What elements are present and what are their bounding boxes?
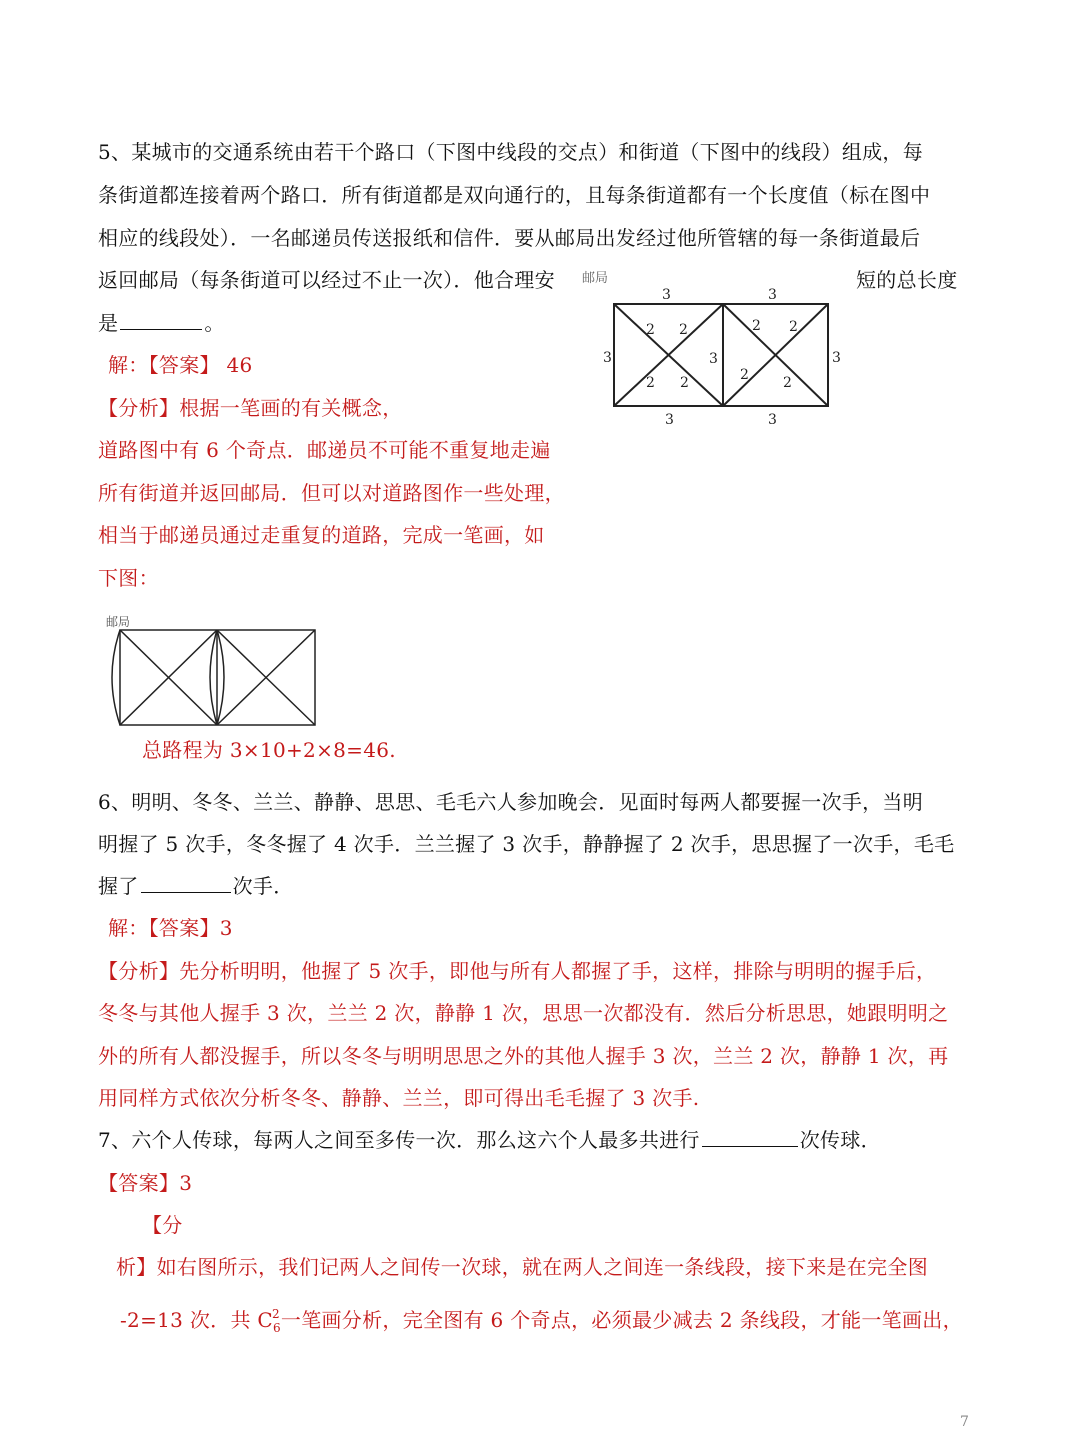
q5-total-distance: 总路程为 3×10+2×8=46. bbox=[142, 738, 396, 762]
repeated-roads-figure bbox=[100, 612, 325, 742]
q7-answer: 【答案】3 bbox=[98, 1171, 193, 1195]
q5-line-2: 条街道都连接着两个路口．所有街道都是双向通行的，且每条街道都有一个长度值（标在图中 bbox=[98, 183, 931, 207]
q7-analysis-0: 【分 bbox=[142, 1213, 183, 1237]
q5-analysis-2: 道路图中有 6 个奇点．邮递员不可能不重复地走遍 bbox=[98, 438, 551, 462]
combination-superscript: 2 bbox=[272, 1307, 280, 1321]
q6-line-3 bbox=[98, 872, 294, 900]
weight-bottom-right: 3 bbox=[768, 412, 777, 428]
q5-line-5-prefix: 是 bbox=[98, 311, 119, 335]
weight-bottom-left: 3 bbox=[665, 412, 674, 428]
q7-answer-blank bbox=[702, 1126, 798, 1147]
q5-line-4b: 短的总长度 bbox=[856, 268, 958, 292]
weight-middle: 3 bbox=[709, 351, 718, 367]
q6-answer-blank bbox=[141, 872, 231, 893]
weight-diag-r-bl: 2 bbox=[740, 367, 749, 383]
post-office-label: 邮局 bbox=[582, 271, 609, 286]
repeated-middle-edge-2 bbox=[217, 630, 224, 725]
q5-line-1: 5、某城市的交通系统由若干个路口（下图中线段的交点）和街道（下图中的线段）组成，每 bbox=[98, 140, 924, 164]
q6-analysis-4: 用同样方式依次分析冬冬、静静、兰兰，即可得出毛毛握了 3 次手. bbox=[98, 1086, 700, 1110]
q6-line-3-prefix: 握了 bbox=[98, 874, 139, 898]
weight-diag-l-tl: 2 bbox=[646, 322, 655, 338]
q6-answer: 解：【答案】3 bbox=[108, 916, 233, 940]
weight-right: 3 bbox=[832, 350, 841, 366]
q5-analysis-4: 相当于邮递员通过走重复的道路，完成一笔画，如 bbox=[98, 523, 545, 547]
repeated-middle-edge-1 bbox=[210, 630, 217, 725]
weight-diag-l-br: 2 bbox=[680, 375, 689, 391]
weight-diag-l-bl: 2 bbox=[646, 375, 655, 391]
weight-diag-l-tr: 2 bbox=[679, 322, 688, 338]
q5-line-4a: 返回邮局（每条街道可以经过不止一次）．他合理安 bbox=[98, 268, 555, 292]
weight-top-right: 3 bbox=[768, 287, 777, 303]
page-number: 7 bbox=[960, 1414, 969, 1430]
post-office-label-2: 邮局 bbox=[106, 615, 131, 629]
weight-diag-r-tl: 2 bbox=[752, 318, 761, 334]
q5-line-5 bbox=[98, 309, 225, 337]
road-network-figure bbox=[568, 262, 853, 432]
weight-diag-r-tr: 2 bbox=[789, 319, 798, 335]
q5-analysis-1: 【分析】根据一笔画的有关概念， bbox=[98, 396, 403, 420]
combination-subscript: 6 bbox=[272, 1321, 281, 1335]
q7-line-1 bbox=[98, 1126, 881, 1154]
q7-analysis-2a: -2=13 次．共 C bbox=[120, 1308, 274, 1332]
q7-analysis-2b: 一笔画分析，完全图有 6 个奇点，必须最少减去 2 条线段，才能一笔画出， bbox=[280, 1308, 963, 1332]
weight-left: 3 bbox=[603, 350, 612, 366]
weight-top-left: 3 bbox=[662, 287, 671, 303]
q5-analysis-3: 所有街道并返回邮局．但可以对道路图作一些处理， bbox=[98, 481, 565, 505]
q7-line-1-prefix: 7、六个人传球，每两人之间至多传一次．那么这六个人最多共进行 bbox=[98, 1128, 700, 1152]
q6-analysis-3: 外的所有人都没握手，所以冬冬与明明思思之外的其他人握手 3 次，兰兰 2 次，静静 1 次，再 bbox=[98, 1044, 949, 1068]
q7-analysis-2 bbox=[120, 1300, 963, 1342]
q7-analysis-1: 析】如右图所示，我们记两人之间传一次球，就在两人之间连一条线段，接下来是在完全图 bbox=[116, 1255, 928, 1279]
q6-analysis-1: 【分析】先分析明明，他握了 5 次手，即他与所有人都握了手，这样，排除与明明的握手后， bbox=[98, 959, 937, 983]
q5-line-3: 相应的线段处）．一名邮递员传送报纸和信件．要从邮局出发经过他所管辖的每一条街道最后 bbox=[98, 226, 921, 250]
q5-answer: 解：【答案】 46 bbox=[108, 353, 253, 377]
q7-line-1-suffix: 次传球． bbox=[799, 1128, 881, 1152]
q5-line-5-suffix: 。 bbox=[204, 311, 225, 335]
q6-line-2: 明握了 5 次手，冬冬握了 4 次手．兰兰握了 3 次手，静静握了 2 次手，思思握了一次手，毛毛 bbox=[98, 832, 955, 856]
q6-line-3-suffix: 次手． bbox=[232, 874, 294, 898]
q6-analysis-2: 冬冬与其他人握手 3 次，兰兰 2 次，静静 1 次，思思一次都没有．然后分析思思，她跟明明之 bbox=[98, 1001, 949, 1025]
q5-analysis-5: 下图： bbox=[98, 566, 159, 590]
q5-answer-blank bbox=[120, 309, 202, 330]
q6-line-1: 6、明明、冬冬、兰兰、静静、思思、毛毛六人参加晚会．见面时每两人都要握一次手，当明 bbox=[98, 790, 924, 814]
repeated-left-edge bbox=[112, 630, 120, 725]
weight-diag-r-br: 2 bbox=[783, 375, 792, 391]
